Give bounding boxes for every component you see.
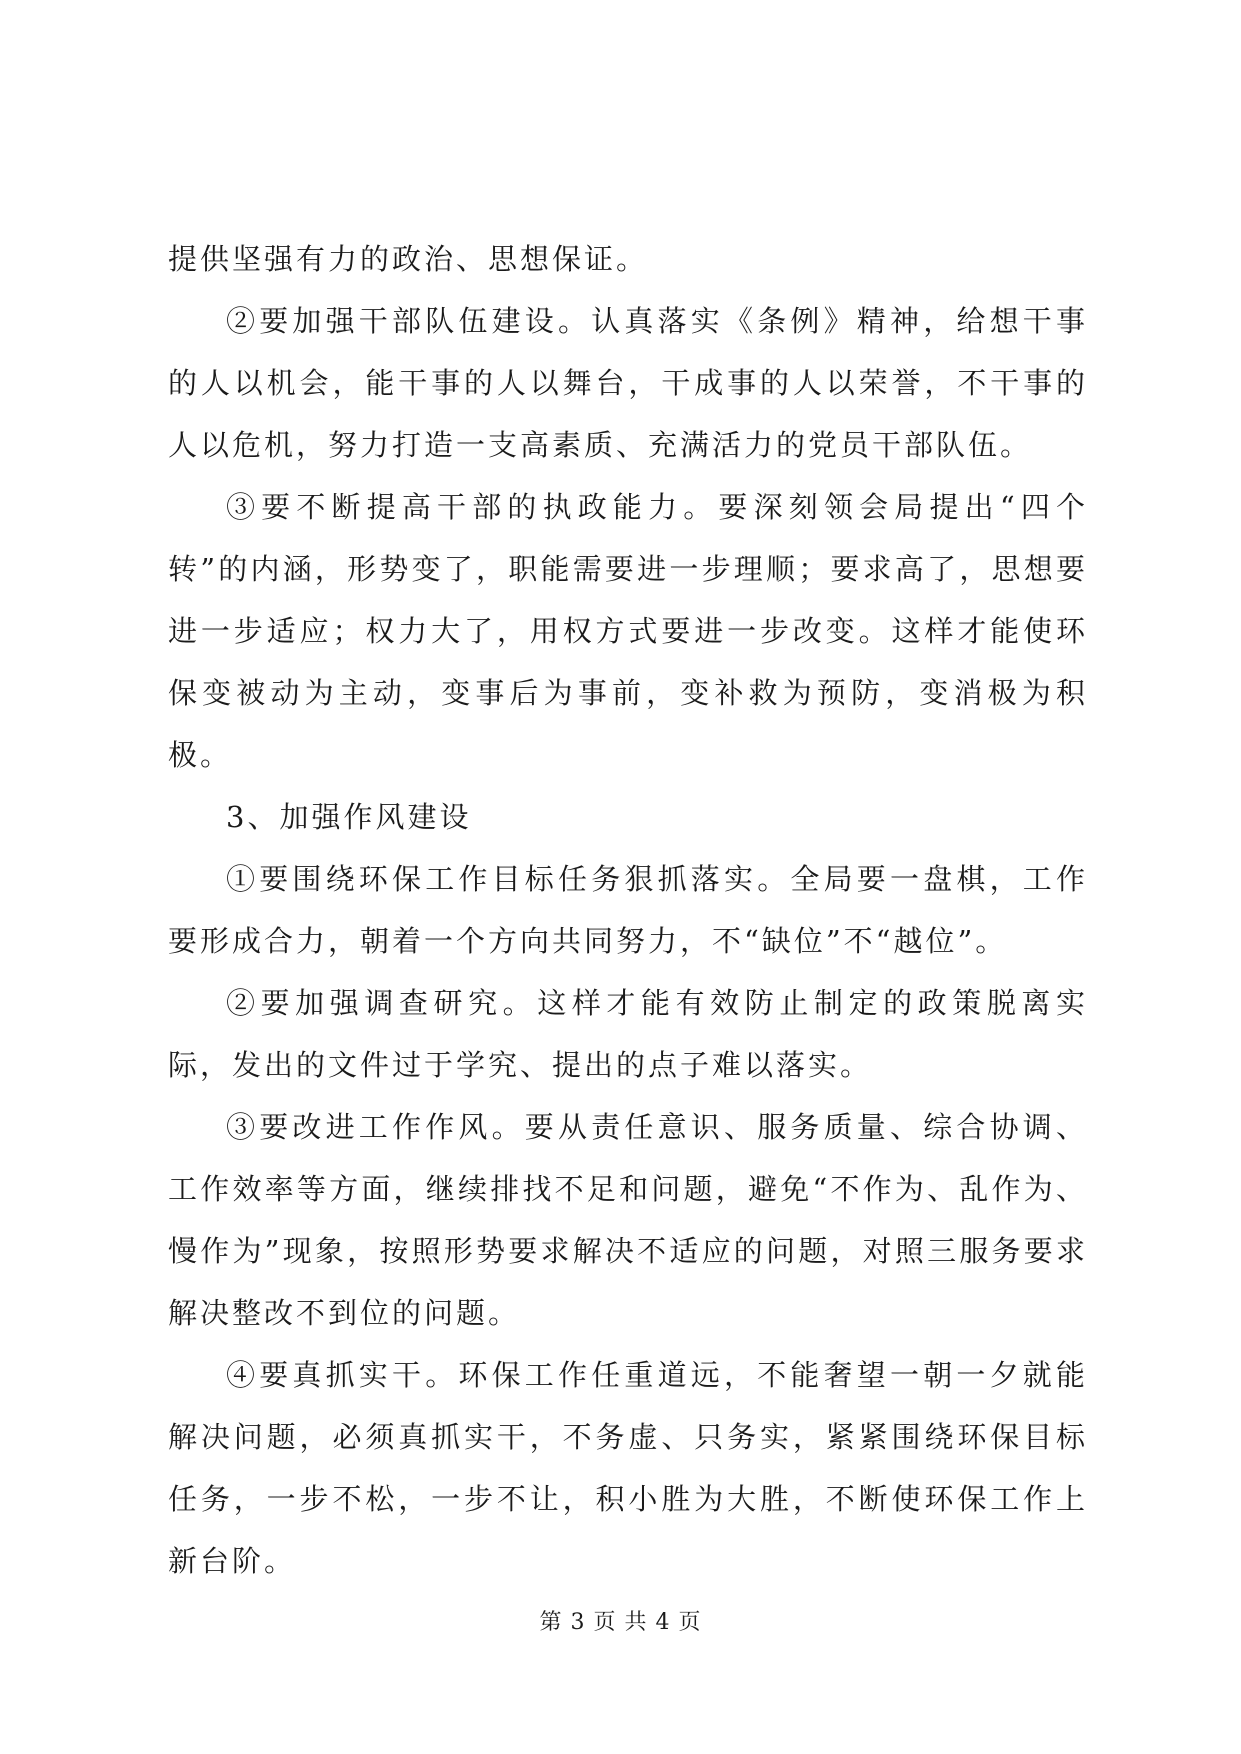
paragraph-governing-ability: ③要不断提高干部的执政能力。要深刻领会局提出“四个转”的内涵，形势变了，职能需要进一步理顺；要求高了，思想要进一步适应；权力大了，用权方式要进一步改变。这样才能使环保变被动为主动，变事后为事前，变补救为预防，变消极为积极。 bbox=[168, 490, 1088, 772]
document-body bbox=[168, 228, 1088, 1592]
paragraph-cadre-team: ②要加强干部队伍建设。认真落实《条例》精神，给想干事的人以机会，能干事的人以舞台，干成事的人以荣誉，不干事的人以危机，努力打造一支高素质、充满活力的党员干部队伍。 bbox=[168, 304, 1088, 462]
paragraph-research: ②要加强调查研究。这样才能有效防止制定的政策脱离实际，发出的文件过于学究、提出的点子难以落实。 bbox=[168, 986, 1088, 1082]
page-number: 第 3 页 共 4 页 bbox=[539, 1610, 702, 1635]
paragraph-practical-work: ④要真抓实干。环保工作任重道远，不能奢望一朝一夕就能解决问题，必须真抓实干，不务虚、只务实，紧紧围绕环保目标任务，一步不松，一步不让，积小胜为大胜，不断使环保工作上新台阶。 bbox=[168, 1358, 1088, 1578]
paragraph-continuation: 提供坚强有力的政治、思想保证。 bbox=[168, 242, 649, 276]
paragraph-implementation: ①要围绕环保工作目标任务狠抓落实。全局要一盘棋，工作要形成合力，朝着一个方向共同努力，不“缺位”不“越位”。 bbox=[168, 862, 1088, 958]
section-heading-work-style: 3、加强作风建设 bbox=[226, 800, 472, 834]
page-footer bbox=[0, 1608, 1241, 1638]
paragraph-improve-style: ③要改进工作作风。要从责任意识、服务质量、综合协调、工作效率等方面，继续排找不足和问题，避免“不作为、乱作为、慢作为”现象，按照形势要求解决不适应的问题，对照三服务要求解决整改不到位的问题。 bbox=[168, 1110, 1088, 1330]
